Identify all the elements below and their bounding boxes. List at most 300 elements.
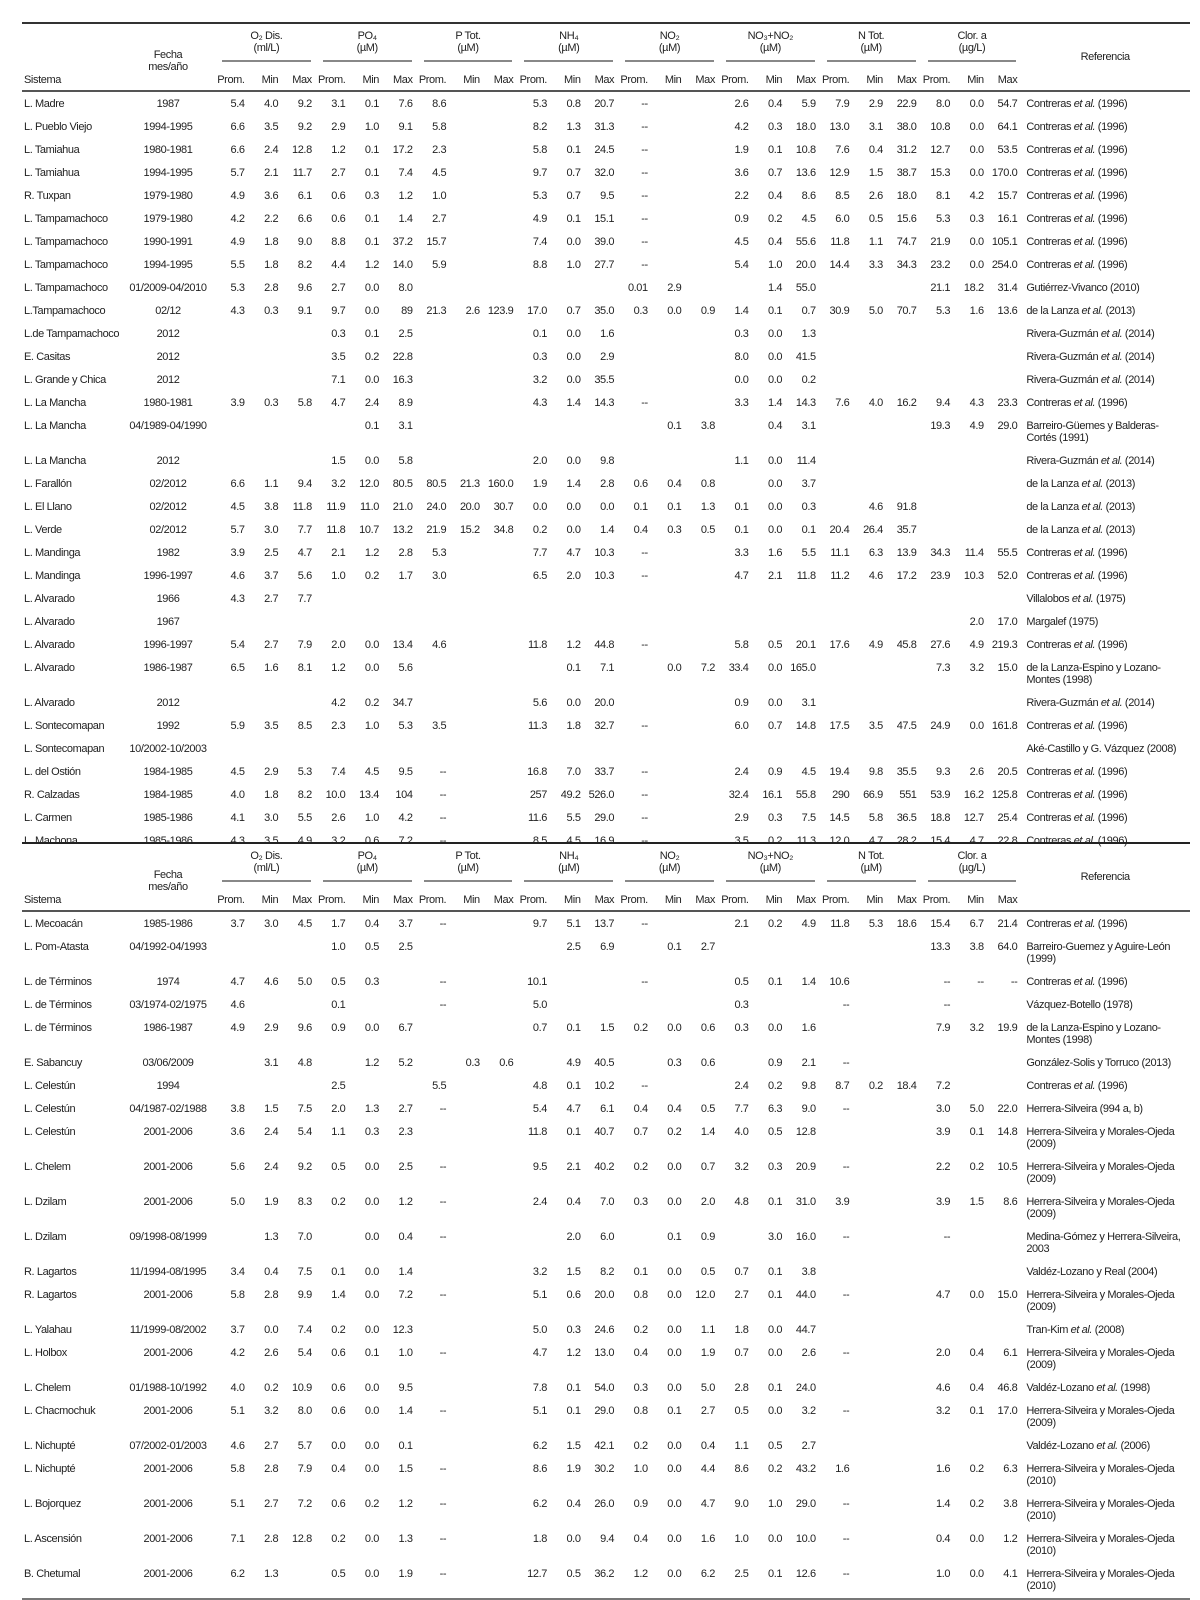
cell-nh4-max: 29.0 (594, 812, 615, 824)
cell-referencia: Contreras et al. (1996) (1026, 98, 1128, 110)
cell-no2-prom: -- (641, 789, 648, 801)
cell-p-tot-prom: 2.3 (432, 144, 447, 156)
cell-o2-dis-min: 3.5 (264, 720, 279, 732)
table-row (22, 611, 1190, 634)
cell-fecha: 2001-2006 (143, 1289, 193, 1301)
cell-referencia: Contreras et al. (1996) (1026, 570, 1128, 582)
cell-o2-dis-min: 1.3 (264, 1231, 279, 1243)
cell-o2-dis-min: 1.9 (264, 1196, 279, 1208)
cell-n-tot-prom: 12.0 (829, 835, 850, 847)
cell-referencia: Contreras et al. (1996) (1026, 835, 1128, 847)
cell-no3-no2-max: 31.0 (795, 1196, 816, 1208)
nutrient-table-part-1 (22, 22, 1190, 853)
cell-sistema: L. Celestún (24, 1080, 76, 1092)
cell-p-tot-min (449, 1528, 483, 1563)
cell-referencia: Valdéz-Lozano y Real (2004) (1026, 1266, 1158, 1278)
table-row (22, 936, 1190, 971)
header-p-tot-prom: Prom. (418, 74, 447, 86)
cell-nh4-prom (516, 1226, 550, 1261)
cell-nh4-min: 2.1 (566, 1161, 581, 1173)
header-no3-no2-prom: Prom. (721, 894, 749, 906)
cell-po4-min: 0.1 (364, 420, 379, 432)
cell-n-tot-prom (819, 936, 853, 971)
cell-o2-dis-max: 4.9 (297, 835, 312, 847)
cell-no2-min (651, 738, 685, 761)
cell-n-tot-prom: 11.8 (830, 918, 850, 930)
cell-p-tot-max (483, 162, 517, 185)
cell-clor-a-prom: 5.3 (936, 213, 951, 225)
cell-nh4-max: 54.0 (594, 1382, 615, 1394)
cell-no2-prom: -- (641, 835, 648, 847)
cell-p-tot-prom (416, 323, 450, 346)
header-nh4-max: Max (594, 894, 615, 906)
cell-nh4-max: 10.3 (594, 570, 615, 582)
cell-referencia: Herrera-Silveira y Morales-Ojeda (2010) (1026, 1498, 1175, 1522)
table-row (22, 450, 1190, 473)
cell-po4-min: 0.0 (364, 374, 379, 386)
cell-clor-a-max: 105.1 (991, 236, 1018, 248)
cell-clor-a-max: 46.8 (997, 1382, 1018, 1394)
cell-nh4-max (584, 971, 618, 994)
cell-no2-max (684, 634, 718, 657)
cell-nh4-max: 0.0 (600, 501, 615, 513)
cell-o2-dis-min: 3.1 (264, 1057, 279, 1069)
cell-nh4-max: 32.0 (594, 167, 615, 179)
cell-clor-a-prom (920, 738, 954, 761)
cell-nh4-max: 40.5 (594, 1057, 615, 1069)
cell-n-tot-min: 4.9 (868, 639, 883, 651)
cell-no2-max: 1.3 (700, 501, 715, 513)
cell-no3-no2-max: 8.6 (801, 190, 816, 202)
cell-clor-a-min: 0.1 (969, 1126, 984, 1138)
cell-p-tot-prom (416, 1377, 450, 1400)
cell-o2-dis-min: 1.8 (264, 259, 279, 271)
cell-nh4-max: 44.8 (594, 639, 615, 651)
cell-referencia: Contreras et al. (1996) (1026, 213, 1128, 225)
cell-no3-no2-prom (718, 936, 752, 971)
cell-no3-no2-min: 0.2 (768, 835, 783, 847)
cell-po4-max: 2.8 (398, 547, 413, 559)
et-al-italic: et al. (1100, 374, 1123, 386)
cell-nh4-max: 6.0 (600, 1231, 615, 1243)
cell-referencia: Herrera-Silveira y Morales-Ojeda (2010) (1026, 1463, 1175, 1487)
cell-referencia: Rivera-Guzmán et al. (2014) (1026, 351, 1155, 363)
table-row (22, 784, 1190, 807)
cell-clor-a-min: 4.3 (969, 397, 984, 409)
cell-n-tot-min: 5.8 (868, 812, 883, 824)
cell-p-tot-min (449, 588, 483, 611)
cell-po4-max: 13.2 (392, 524, 413, 536)
cell-nh4-max: 26.0 (594, 1498, 615, 1510)
table-row (22, 1098, 1190, 1121)
cell-nh4-max: 13.7 (594, 918, 615, 930)
cell-p-tot-min (449, 392, 483, 415)
cell-p-tot-min (449, 185, 483, 208)
cell-referencia: Herrera-Silveira y Morales-Ojeda (2009) (1026, 1289, 1175, 1313)
cell-po4-min: 0.0 (364, 1382, 379, 1394)
cell-nh4-max: 7.1 (600, 662, 615, 674)
cell-o2-dis-prom: 4.9 (230, 236, 245, 248)
cell-nh4-prom: 11.3 (527, 720, 547, 732)
cell-o2-dis-prom: 5.1 (230, 1405, 245, 1417)
cell-no2-max: 0.9 (700, 305, 715, 317)
cell-n-tot-prom (819, 692, 853, 715)
cell-p-tot-min: 21.3 (459, 478, 480, 490)
cell-referencia: Rivera-Guzmán et al. (2014) (1026, 328, 1155, 340)
cell-no3-no2-min: 0.0 (768, 1405, 783, 1417)
cell-p-tot-max (483, 1098, 517, 1121)
cell-referencia: Contreras et al. (1996) (1026, 121, 1128, 133)
cell-no2-min (651, 634, 685, 657)
cell-po4-min: 0.0 (364, 1405, 379, 1417)
cell-clor-a-max (987, 1261, 1021, 1284)
cell-o2-dis-prom (214, 415, 248, 450)
cell-no3-no2-prom: 0.7 (734, 1266, 749, 1278)
cell-no2-max: 0.5 (700, 1266, 715, 1278)
cell-o2-dis-max: 10.9 (291, 1382, 312, 1394)
cell-nh4-min: 0.0 (566, 328, 581, 340)
cell-o2-dis-min (248, 692, 282, 715)
cell-o2-dis-min: 0.0 (264, 1324, 279, 1336)
cell-no3-no2-min: 0.1 (768, 1382, 783, 1394)
cell-n-tot-prom (819, 657, 853, 692)
cell-po4-prom: 2.1 (331, 547, 346, 559)
cell-n-tot-prom (819, 473, 853, 496)
cell-p-tot-min: 20.0 (459, 501, 480, 513)
cell-o2-dis-prom: 4.0 (230, 1382, 245, 1394)
cell-clor-a-min (953, 473, 987, 496)
cell-o2-dis-min (248, 994, 282, 1017)
cell-p-tot-min: 2.6 (465, 305, 480, 317)
cell-referencia: Medina-Gómez y Herrera-Silveira, 2003 (1026, 1231, 1181, 1255)
cell-po4-min: 0.0 (364, 662, 379, 674)
cell-no3-no2-prom: 3.5 (734, 835, 749, 847)
cell-p-tot-prom: -- (439, 766, 447, 778)
cell-po4-prom: 0.2 (331, 1196, 346, 1208)
cell-no2-prom: 0.8 (633, 1289, 648, 1301)
table-row (22, 1191, 1190, 1226)
cell-no3-no2-prom: 2.4 (734, 1080, 749, 1092)
cell-po4-max: 1.9 (398, 1568, 413, 1580)
cell-no2-min: 0.0 (667, 1161, 682, 1173)
cell-o2-dis-max (281, 692, 315, 715)
cell-p-tot-max (483, 1435, 517, 1458)
cell-o2-dis-max: 9.6 (297, 1022, 312, 1034)
cell-clor-a-prom: 23.9 (930, 570, 951, 582)
cell-p-tot-prom: 5.5 (432, 1080, 447, 1092)
cell-no2-max (684, 738, 718, 761)
cell-p-tot-max (483, 761, 517, 784)
cell-no2-max: 0.5 (700, 1103, 715, 1115)
cell-no3-no2-min: 0.1 (768, 1196, 783, 1208)
cell-n-tot-max (886, 994, 920, 1017)
cell-nh4-max: 8.2 (600, 1266, 615, 1278)
cell-clor-a-prom (920, 496, 954, 519)
cell-clor-a-min: -- (977, 976, 984, 988)
cell-o2-dis-max (281, 369, 315, 392)
cell-no3-no2-min: 1.6 (768, 547, 783, 559)
cell-n-tot-max: 551 (899, 789, 917, 801)
cell-clor-a-prom: 3.2 (936, 1405, 951, 1417)
cell-n-tot-min (852, 1400, 886, 1435)
cell-po4-prom: 10.0 (325, 789, 346, 801)
table-row (22, 185, 1190, 208)
cell-o2-dis-max: 7.7 (297, 524, 312, 536)
header-group-name: P Tot. (455, 30, 481, 42)
cell-sistema: L. Dzilam (24, 1196, 67, 1208)
header-group-unit: (µM) (558, 42, 580, 54)
header-fecha-line2: mes/año (148, 881, 188, 893)
cell-po4-max: 1.4 (398, 1266, 413, 1278)
cell-no2-prom: -- (641, 397, 648, 409)
cell-no2-prom: 0.2 (633, 1022, 648, 1034)
cell-o2-dis-min: 2.7 (264, 639, 279, 651)
cell-n-tot-prom: 17.5 (829, 720, 850, 732)
cell-no2-min (651, 91, 685, 116)
cell-n-tot-min (852, 450, 886, 473)
header-no3-no2-prom: Prom. (721, 74, 749, 86)
cell-no3-no2-prom: 1.0 (734, 1533, 749, 1545)
cell-n-tot-prom (819, 1017, 853, 1052)
cell-po4-min: 0.2 (364, 697, 379, 709)
cell-o2-dis-max: 8.2 (297, 789, 312, 801)
cell-sistema: L. Tampamachoco (24, 282, 108, 294)
cell-p-tot-max: 30.7 (493, 501, 514, 513)
cell-n-tot-min (852, 1156, 886, 1191)
cell-o2-dis-prom: 4.1 (230, 812, 245, 824)
cell-no3-no2-prom: 8.0 (734, 351, 749, 363)
et-al-italic: et al. (1096, 1440, 1118, 1452)
cell-nh4-max: 13.0 (594, 1347, 615, 1359)
cell-fecha: 1980-1981 (143, 397, 193, 409)
cell-referencia: Contreras et al. (1996) (1026, 976, 1128, 988)
cell-n-tot-max: 28.2 (896, 835, 917, 847)
cell-p-tot-min (449, 91, 483, 116)
et-al-italic: et al. (1073, 121, 1096, 133)
cell-sistema: L. El Llano (24, 501, 72, 513)
cell-n-tot-max (886, 738, 920, 761)
cell-clor-a-max: 125.8 (991, 789, 1018, 801)
cell-o2-dis-prom (214, 692, 248, 715)
cell-p-tot-max (483, 1493, 517, 1528)
cell-clor-a-min: 18.2 (963, 282, 984, 294)
header-nh4-min: Min (564, 74, 581, 86)
header-no2-min: Min (664, 894, 682, 906)
cell-clor-a-prom: 10.8 (930, 121, 951, 133)
cell-po4-prom: 0.4 (331, 1463, 346, 1475)
cell-po4-max: 1.4 (398, 213, 413, 225)
cell-no3-no2-max: 24.0 (795, 1382, 816, 1394)
cell-nh4-prom: 17.0 (527, 305, 547, 317)
cell-po4-max: 104 (395, 789, 413, 801)
cell-clor-a-min (953, 496, 987, 519)
cell-nh4-min: 0.7 (566, 190, 581, 202)
cell-nh4-min (550, 994, 584, 1017)
table-row (22, 971, 1190, 994)
et-al-italic: et al. (1100, 328, 1123, 340)
cell-no3-no2-min: 0.1 (768, 976, 783, 988)
cell-o2-dis-max: 9.0 (297, 236, 312, 248)
cell-fecha: 1967 (156, 616, 180, 628)
cell-o2-dis-max: 8.1 (297, 662, 312, 674)
cell-po4-prom (315, 415, 349, 450)
cell-nh4-prom: 5.8 (532, 144, 547, 156)
cell-nh4-min: 0.1 (566, 662, 581, 674)
cell-referencia: González-Solis y Torruco (2013) (1026, 1057, 1171, 1069)
cell-no2-max: 1.1 (700, 1324, 715, 1336)
cell-p-tot-min (449, 1156, 483, 1191)
cell-po4-min: 0.0 (364, 1440, 379, 1452)
header-po4-max: Max (392, 74, 413, 86)
cell-nh4-min: 0.7 (566, 167, 581, 179)
cell-fecha: 1974 (156, 976, 180, 988)
cell-p-tot-max (483, 1458, 517, 1493)
cell-n-tot-max (886, 1261, 920, 1284)
header-nh4-max: Max (594, 74, 615, 86)
et-al-italic: et al. (1081, 305, 1103, 317)
cell-no2-prom: 0.7 (633, 1126, 648, 1138)
cell-po4-min: 0.2 (364, 1498, 379, 1510)
cell-n-tot-min (852, 1098, 886, 1121)
cell-o2-dis-min: 0.3 (264, 397, 279, 409)
cell-clor-a-prom: 8.0 (936, 98, 951, 110)
cell-p-tot-max (483, 657, 517, 692)
cell-nh4-min (550, 971, 584, 994)
cell-no2-min (651, 911, 685, 936)
cell-nh4-prom: 6.2 (532, 1440, 547, 1452)
cell-no2-prom: 1.0 (633, 1463, 648, 1475)
header-group-name: NH₄ (559, 30, 579, 42)
cell-po4-max: 8.0 (398, 282, 413, 294)
cell-fecha: 1994-1995 (143, 167, 193, 179)
cell-no3-no2-max: 11.4 (796, 455, 816, 467)
cell-p-tot-prom: -- (439, 1231, 447, 1243)
cell-n-tot-min (852, 1377, 886, 1400)
cell-po4-min: 1.2 (364, 259, 379, 271)
cell-p-tot-min (449, 346, 483, 369)
cell-p-tot-prom: -- (439, 1347, 447, 1359)
cell-no3-no2-max: 20.1 (795, 639, 816, 651)
cell-no3-no2-min: 1.0 (768, 1498, 783, 1510)
cell-no3-no2-min: 6.3 (768, 1103, 783, 1115)
cell-clor-a-prom: 1.4 (936, 1498, 951, 1510)
cell-po4-max (382, 588, 416, 611)
cell-o2-dis-min: 1.8 (264, 789, 279, 801)
header-o2-dis-min: Min (261, 894, 279, 906)
cell-referencia: Herrera-Silveira y Morales-Ojeda (2009) (1026, 1347, 1175, 1371)
cell-o2-dis-min: 3.7 (264, 570, 279, 582)
cell-clor-a-prom: 3.9 (936, 1196, 951, 1208)
cell-nh4-max: 16.9 (594, 835, 615, 847)
cell-nh4-max: 1.6 (600, 328, 615, 340)
cell-p-tot-min (449, 936, 483, 971)
cell-no2-min (651, 185, 685, 208)
cell-n-tot-prom (819, 738, 853, 761)
header-o2-dis-prom: Prom. (217, 74, 245, 86)
cell-o2-dis-min: 2.8 (264, 1289, 279, 1301)
cell-po4-min: 0.1 (364, 98, 379, 110)
cell-clor-a-prom: 13.3 (930, 941, 951, 953)
cell-n-tot-prom: -- (842, 1498, 850, 1510)
cell-p-tot-prom: 5.8 (432, 121, 447, 133)
cell-n-tot-prom: 7.6 (835, 397, 850, 409)
cell-n-tot-prom (819, 496, 853, 519)
cell-nh4-prom: 5.1 (532, 1405, 547, 1417)
cell-po4-prom: 2.5 (331, 1080, 346, 1092)
cell-referencia: Herrera-Silveira y Morales-Ojeda (2010) (1026, 1568, 1175, 1592)
cell-po4-min: 0.0 (364, 1463, 379, 1475)
cell-po4-min: 0.0 (364, 455, 379, 467)
table-row (22, 116, 1190, 139)
cell-clor-a-prom: 15.3 (930, 167, 951, 179)
cell-clor-a-prom: 5.3 (936, 305, 951, 317)
cell-no3-no2-prom (718, 611, 752, 634)
cell-o2-dis-max: 5.4 (297, 1126, 312, 1138)
cell-no3-no2-prom: 4.7 (734, 570, 749, 582)
cell-no2-min: 0.2 (667, 1126, 682, 1138)
cell-no3-no2-prom: 2.4 (734, 766, 749, 778)
et-al-italic: et al. (1073, 98, 1096, 110)
cell-no3-no2-min: 0.0 (768, 662, 783, 674)
cell-n-tot-prom: 7.6 (835, 144, 850, 156)
cell-po4-prom (315, 611, 349, 634)
cell-po4-max: 9.5 (398, 766, 413, 778)
cell-fecha: 1994-1995 (143, 121, 193, 133)
cell-o2-dis-prom: 3.4 (230, 1266, 245, 1278)
cell-o2-dis-prom (214, 450, 248, 473)
cell-o2-dis-prom: 6.6 (230, 478, 245, 490)
cell-n-tot-prom: 11.8 (830, 236, 850, 248)
cell-no2-min (651, 611, 685, 634)
cell-nh4-min: 5.1 (566, 918, 581, 930)
cell-po4-min: 10.7 (359, 524, 379, 536)
header-group-unit: (µM) (860, 862, 882, 874)
cell-o2-dis-min: 1.5 (264, 1103, 279, 1115)
cell-clor-a-min: 0.2 (969, 1498, 984, 1510)
cell-po4-min (348, 588, 382, 611)
header-group-name: NO₃+NO₂ (747, 850, 794, 862)
table-row (22, 139, 1190, 162)
table-row (22, 657, 1190, 692)
cell-p-tot-max (483, 346, 517, 369)
cell-clor-a-max: 16.1 (997, 213, 1018, 225)
cell-sistema: E. Sabancuy (24, 1057, 82, 1069)
cell-clor-a-prom: 24.9 (930, 720, 951, 732)
cell-n-tot-max (886, 1121, 920, 1156)
cell-o2-dis-max: 5.3 (297, 766, 312, 778)
cell-no2-min (651, 715, 685, 738)
cell-no2-min: 0.3 (667, 524, 682, 536)
cell-o2-dis-max (281, 994, 315, 1017)
cell-no3-no2-min (752, 611, 786, 634)
cell-n-tot-max: 45.8 (896, 639, 917, 651)
table-row (22, 1226, 1190, 1261)
cell-nh4-min: 0.1 (566, 1126, 581, 1138)
cell-p-tot-max (483, 1191, 517, 1226)
cell-clor-a-max (987, 369, 1021, 392)
cell-no3-no2-min: 0.0 (768, 328, 783, 340)
cell-no3-no2-prom: 7.7 (734, 1103, 749, 1115)
cell-clor-a-max: 25.4 (997, 812, 1018, 824)
cell-nh4-min: 1.4 (566, 397, 581, 409)
cell-po4-max: 2.7 (398, 1103, 413, 1115)
cell-clor-a-prom (920, 588, 954, 611)
cell-no3-no2-min: 0.4 (768, 190, 783, 202)
table-row (22, 1017, 1190, 1052)
cell-clor-a-min: 0.0 (969, 144, 984, 156)
cell-sistema: L. Tampamachoco (24, 213, 108, 225)
cell-n-tot-prom: 17.6 (829, 639, 850, 651)
